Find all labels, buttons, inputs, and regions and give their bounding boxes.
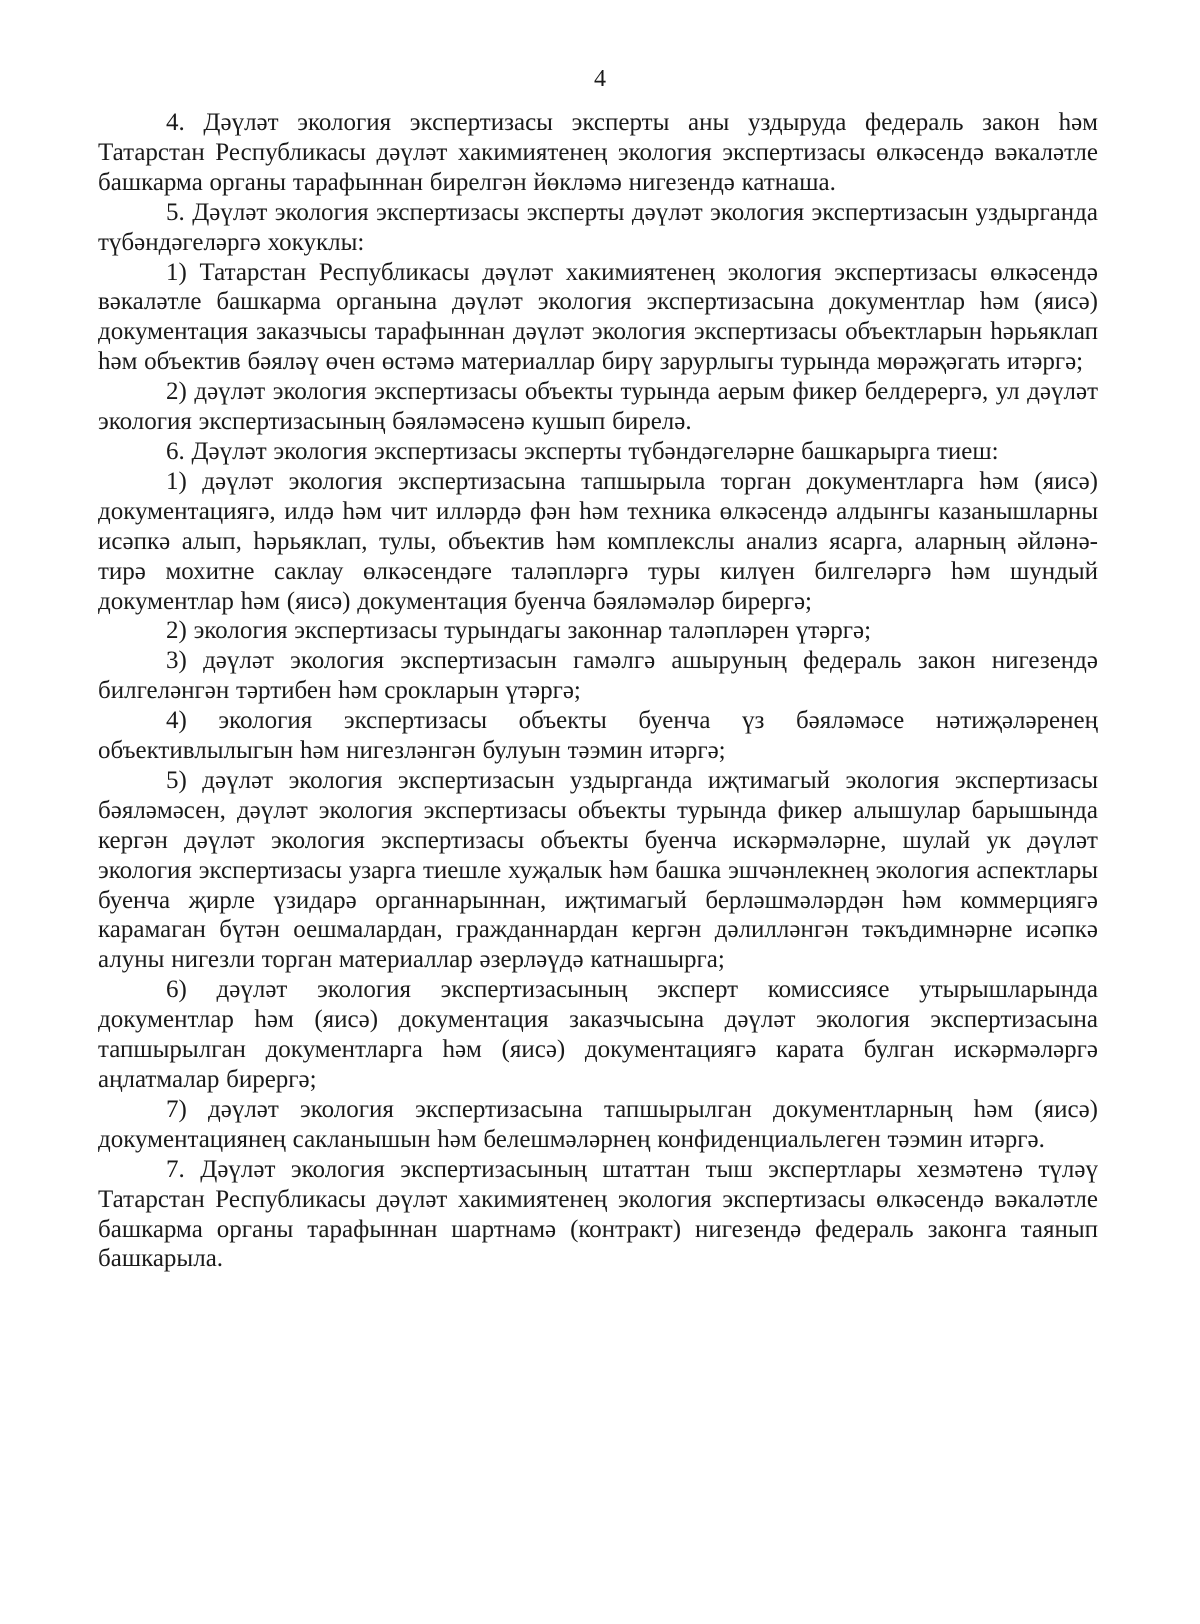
paragraph-7: 7. Дәүләт экология экспертизасының штаттан тыш экспертлары хезмәтенә түләү Татарстан Республикасы дәүләт хакимиятенең экология экспертизасы өлкәсендә вәкаләтле башкарма органы тарафыннан шартнамә (контракт) нигезендә федераль законга таянып башкарыла.	[98, 1155, 1098, 1273]
paragraph-5-item-1: 1) Татарстан Республикасы дәүләт хакимиятенең экология экспертизасы өлкәсендә вәкаләтле башкарма органына дәүләт экология экспертизасына документлар һәм (яисә) документация заказчысы тарафыннан дәүләт экология экспертизасы объектларын һәрьяклап һәм объектив бәяләү өчен өстәмә материаллар бирү зарурлыгы турында мөрәҗәгать итәргә;	[98, 258, 1098, 376]
paragraph-6: 6. Дәүләт экология экспертизасы эксперты түбәндәгеләрне башкарырга тиеш:	[166, 437, 999, 465]
paragraph-4: 4. Дәүләт экология экспертизасы эксперты аны уздыруда федераль закон һәм Татарстан Республикасы дәүләт хакимиятенең экология экспертизасы өлкәсендә вәкаләтле башкарма органы тарафыннан бирелгән йөкләмә нигезендә катнаша.	[98, 109, 1098, 196]
paragraph-5-item-2: 2) дәүләт экология экспертизасы объекты турында аерым фикер белдерергә, ул дәүләт экология экспертизасының бәяләмәсенә кушып бирелә.	[98, 378, 1098, 436]
paragraph-6-item-7: 7) дәүләт экология экспертизасына тапшырылган документларның һәм (яисә) документациянең сакланышын һәм белешмәләрнең конфиденциальлеген тәэмин итәргә.	[98, 1095, 1098, 1153]
document-body	[98, 108, 1098, 1274]
paragraph-5: 5. Дәүләт экология экспертизасы эксперты дәүләт экология экспертизасын уздырганда түбәндәгеләргә хокуклы:	[98, 198, 1098, 256]
page-number: 4	[594, 66, 606, 92]
paragraph-6-item-4: 4) экология экспертизасы объекты буенча үз бәяләмәсе нәтиҗәләренең объективлылыгын һәм нигезләнгән булуын тәэмин итәргә;	[98, 707, 1098, 765]
paragraph-6-item-6: 6) дәүләт экология экспертизасының эксперт комиссиясе утырышларында документлар һәм (яисә) документация заказчысына дәүләт экология экспертизасына тапшырылган документларга һәм (яисә) документациягә карата булган искәрмәләргә аңлатмалар бирергә;	[98, 976, 1098, 1093]
paragraph-6-item-2: 2) экология экспертизасы турындагы законнар таләпләрен үтәргә;	[166, 617, 872, 645]
paragraph-6-item-5: 5) дәүләт экология экспертизасын уздырганда иҗтимагый экология экспертизасы бәяләмәсен, дәүләт экология экспертизасы объекты турында фикер алышулар барышында кергән дәүләт экология экспертизасы объекты буенча искәрмәләрне, шулай ук дәүләт экология экспертизасы узарга тиешле хуҗалык һәм башка эшчәнлекнең экология аспектлары буенча җирле үзидарә органнарыннан, иҗтимагый берләшмәләрдән һәм коммерциягә карамаган бүтән оешмалардан, гражданнардан кергән дәлилләнгән тәкъдимнәрне исәпкә алуны нигезли торган материаллар әзерләүдә катнашырга;	[98, 766, 1098, 974]
paragraph-6-item-1: 1) дәүләт экология экспертизасына тапшырыла торган документларга һәм (яисә) документациягә, илдә һәм чит илләрдә фән һәм техника өлкәсендә алдынгы казанышларны исәпкә алып, һәрьяклап, тулы, объектив һәм комплекслы анализ ясарга, аларның әйләнә-тирә мохитне саклау өлкәсендәге таләпләргә туры килүен билгеләргә һәм шундый документлар һәм (яисә) документация буенча бәяләмәләр бирергә;	[98, 467, 1098, 615]
paragraph-6-item-3: 3) дәүләт экология экспертизасын гамәлгә ашыруның федераль закон нигезендә билгеләнгән тәртибен һәм срокларын үтәргә;	[98, 647, 1098, 705]
